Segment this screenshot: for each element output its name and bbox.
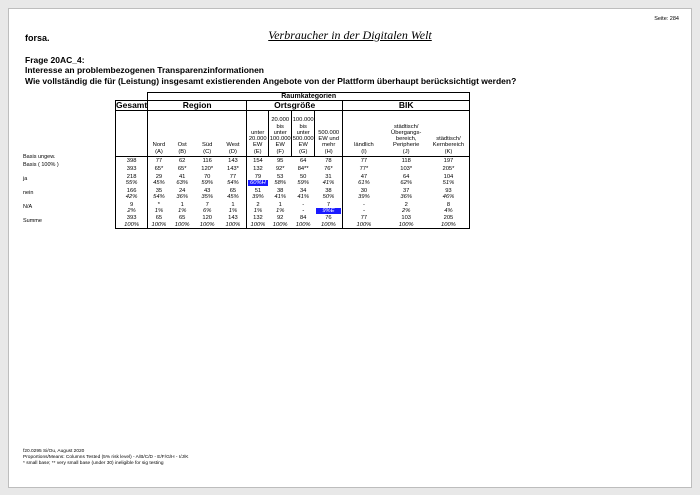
table-row	[116, 215, 470, 229]
cell-count: 7	[326, 201, 331, 208]
table-cell	[385, 157, 428, 165]
table-cell	[315, 173, 343, 187]
cell-count: 65	[178, 215, 186, 222]
cell-count: 77	[155, 157, 163, 164]
cell-percent: 100%	[356, 221, 372, 228]
cell-percent: 1%	[228, 207, 238, 214]
table-cell	[343, 165, 385, 173]
cell-count: 92*	[275, 165, 285, 172]
table-cell	[247, 215, 269, 229]
table-cell	[116, 165, 148, 173]
question-code: Frage 20AC_4:	[25, 55, 85, 65]
cell-percent: -	[302, 207, 305, 214]
table-row	[116, 201, 470, 215]
cell-count: 41	[178, 173, 186, 180]
table-cell	[428, 215, 470, 229]
cell-count: 50	[299, 173, 307, 180]
table-cell	[428, 173, 470, 187]
col-head-l2-k: Kernbereich	[428, 142, 470, 149]
col-head-l1-k: städtisch/	[428, 111, 470, 142]
col-head-l2-c: Süd	[202, 142, 213, 149]
cell-count: 104	[443, 173, 454, 180]
cell-count: 95	[276, 157, 284, 164]
col-head-l2-f: EW	[269, 142, 292, 149]
cell-count: 51	[254, 187, 262, 194]
table-cell	[195, 173, 220, 187]
col-head-l1-j: städtisch/ Übergangs-bereich,	[391, 123, 422, 142]
cell-percent: 61%	[358, 179, 370, 186]
cell-count: 103*	[400, 165, 413, 172]
col-head-l2-i: ländlich	[354, 142, 374, 149]
cell-count: 38	[325, 187, 332, 194]
cell-percent: 100%	[124, 221, 139, 228]
table-cell	[385, 165, 428, 173]
page-number: Seite: 284	[654, 16, 679, 22]
col-head-l3-f: (F)	[269, 149, 292, 157]
cell-count: 166	[126, 187, 137, 194]
table-cell	[385, 201, 428, 215]
table-cell	[343, 157, 385, 165]
col-head-l1-c	[195, 111, 220, 142]
col-head-l2-h: mehr	[315, 142, 343, 149]
cell-percent: 100%	[295, 221, 311, 228]
cell-percent: 100%	[199, 221, 215, 228]
table-cell	[116, 201, 148, 215]
cell-count: 205*	[442, 165, 455, 172]
cell-percent: 1%	[154, 207, 164, 214]
cell-percent: 45%	[153, 179, 165, 186]
cell-count: 8	[446, 201, 451, 208]
cell-count: 103	[401, 215, 412, 222]
col-head-l2-a: Nord	[152, 142, 166, 149]
col-head-l3-h: (H)	[315, 149, 343, 157]
table-cell	[148, 215, 170, 229]
brand-logo-text: forsa.	[25, 33, 50, 43]
col-head-l1-a	[148, 111, 170, 142]
col-head-l1-g: 100.000 bis unter 500.000	[292, 111, 315, 142]
col-head-l1-f: 20.000 bis unter 100.000	[269, 111, 292, 142]
table-cell	[195, 165, 220, 173]
col-head-l3-k: (K)	[428, 149, 470, 157]
col-head-l3-b: (B)	[170, 149, 195, 157]
table-row	[116, 187, 470, 201]
cell-count: 29	[155, 173, 163, 180]
cell-count: 120	[202, 215, 213, 222]
cell-percent: 100%	[225, 221, 241, 228]
cell-count: 218	[126, 173, 137, 180]
cell-count: 132	[253, 215, 263, 222]
cell-count: 77	[229, 173, 237, 180]
table-cell	[269, 215, 292, 229]
col-head-l2-g: EW	[292, 142, 315, 149]
cell-percent: 2%	[127, 207, 136, 214]
table-cell	[315, 187, 343, 201]
table-cell	[247, 201, 269, 215]
col-head-l3-g: (G)	[292, 149, 315, 157]
cell-percent: 100%	[441, 221, 456, 228]
table-cell	[315, 215, 343, 229]
table-cell	[269, 173, 292, 187]
table-cell	[315, 157, 343, 165]
cell-count: 393	[126, 215, 137, 222]
table-cell	[170, 173, 195, 187]
cell-count: 77	[360, 157, 368, 164]
cell-count: 143	[228, 215, 238, 222]
table-cell	[170, 187, 195, 201]
cell-count: 35	[155, 187, 163, 194]
table-cell	[247, 187, 269, 201]
group-bik: BIK	[343, 101, 470, 111]
table-cell	[195, 187, 220, 201]
table-cell	[148, 157, 170, 165]
group-region: Region	[148, 101, 247, 111]
table-cell	[428, 201, 470, 215]
cell-count: 205	[443, 215, 454, 222]
table-cell	[148, 201, 170, 215]
cell-count: 30	[360, 187, 368, 194]
cell-percent: 50%	[322, 193, 335, 200]
table-cell	[292, 165, 315, 173]
col-head-l2-b: Ost	[177, 142, 187, 149]
col-head-l1-d	[220, 111, 247, 142]
cell-count: 2	[256, 201, 260, 208]
table-cell	[116, 187, 148, 201]
row-label-summe: Summe	[23, 218, 42, 224]
cell-count: 1	[278, 201, 282, 208]
table-cell	[247, 173, 269, 187]
col-head-l3-j: (J)	[385, 149, 428, 157]
table-cell	[428, 157, 470, 165]
cell-count: 116	[202, 157, 212, 164]
cell-count: 1	[180, 201, 184, 208]
cell-count: 64	[402, 173, 410, 180]
cell-count: 64	[299, 157, 307, 164]
cell-count: 65	[229, 187, 237, 194]
table-cell	[195, 201, 220, 215]
cell-percent: 6%	[202, 207, 212, 214]
cell-count: *	[157, 201, 161, 208]
col-head-l2-j: Peripherie	[392, 142, 420, 149]
table-row	[116, 165, 470, 173]
table-cell	[343, 187, 385, 201]
col-head-l3-d: (D)	[220, 149, 247, 157]
table-cell	[269, 165, 292, 173]
table-cell	[116, 173, 148, 187]
cell-count: 31	[325, 173, 332, 180]
table-cell	[385, 215, 428, 229]
cell-percent: 1%	[275, 207, 285, 214]
cell-percent: 1%	[253, 207, 263, 214]
cell-percent: 55%	[125, 179, 138, 186]
cell-percent: 100%	[151, 221, 167, 228]
cell-count: 65*	[154, 165, 164, 172]
table-row	[116, 173, 470, 187]
cell-percent: 36%	[400, 193, 412, 200]
cell-count: 7	[205, 201, 209, 208]
table-cell	[343, 173, 385, 187]
table-cell	[315, 201, 343, 215]
table-cell	[170, 215, 195, 229]
table-cell	[170, 201, 195, 215]
cell-count: 132	[253, 165, 263, 172]
cell-count: 34	[299, 187, 307, 194]
col-head-l1-h: 500.000 EW und	[315, 111, 343, 142]
cell-percent: 2%	[401, 207, 411, 214]
cell-percent: 59%	[201, 179, 213, 186]
cell-percent: 54%	[227, 179, 239, 186]
cell-count: -	[362, 201, 365, 208]
cell-percent: 4%	[444, 207, 453, 214]
group-gesamt: Gesamt	[116, 100, 148, 111]
cell-percent: 54%	[153, 193, 165, 200]
cell-count: 118	[401, 157, 411, 164]
cell-count: 398	[126, 157, 137, 164]
footer-sig-test: Proportions/Means: Columns Tested (5% risk level) - A/B/C/D - E/F/G/H - I/J/K	[23, 455, 189, 460]
table-cell	[269, 187, 292, 201]
table-cell	[343, 201, 385, 215]
cell-count: 65	[155, 215, 163, 222]
col-head-l3-c: (C)	[195, 149, 220, 157]
cell-percent: 100%	[272, 221, 288, 228]
col-head-l3-i: (I)	[343, 149, 385, 157]
cell-percent: 46%	[442, 193, 455, 200]
cell-count: 76*	[324, 165, 333, 172]
cell-count: 79	[254, 173, 262, 180]
cell-percent: 100%	[321, 221, 336, 228]
cell-percent: 58%	[274, 179, 286, 186]
table-cell	[148, 173, 170, 187]
table-cell	[428, 187, 470, 201]
cell-count: 76	[325, 215, 332, 222]
table-cell	[343, 215, 385, 229]
table-cell	[148, 187, 170, 201]
table-cell	[220, 187, 247, 201]
cell-count: 84**	[297, 165, 309, 172]
col-head-l2-d: West	[220, 142, 247, 149]
table-cell	[148, 165, 170, 173]
cell-count: 65*	[177, 165, 187, 172]
question-text: Wie vollständig die für (Leistung) insgesamt existierenden Angebote von der Plattform überhaupt berücksichtigt werden?	[25, 76, 517, 86]
cell-count: 53	[276, 173, 284, 180]
group-ortsgroesse: Ortsgröße	[247, 101, 343, 111]
footer-base-note: * small base; ** very small base (under 30) ineligible for sig testing	[23, 461, 164, 466]
col-head-l1-i	[343, 111, 385, 142]
cell-percent: 41%	[322, 179, 335, 186]
cell-count: 37	[402, 187, 410, 194]
cell-count: 9	[129, 201, 134, 208]
cell-count: 154	[253, 157, 263, 164]
row-label-basis-100: Basis ( 100% )	[23, 162, 59, 168]
table-cell	[170, 157, 195, 165]
report-page	[8, 8, 692, 488]
table-cell	[116, 215, 148, 229]
col-head-l2-e: EW	[253, 142, 263, 149]
cell-count: 47	[360, 173, 368, 180]
table-cell	[220, 157, 247, 165]
col-head-l1-b	[170, 111, 195, 142]
cell-percent: 9%E	[316, 208, 342, 214]
cell-count: 43	[203, 187, 211, 194]
col-head-l3-e: (E)	[247, 149, 269, 157]
cell-count: 143*	[226, 165, 239, 172]
cell-percent: 51%	[442, 179, 455, 186]
table-cell	[247, 165, 269, 173]
cell-count: 24	[178, 187, 186, 194]
cell-percent: 39%	[358, 193, 370, 200]
cell-count: 93	[445, 187, 452, 194]
table-cell	[428, 165, 470, 173]
cell-count: 1	[231, 201, 235, 208]
table-cell	[292, 173, 315, 187]
cell-percent: 39%	[252, 193, 264, 200]
cell-count: 84	[299, 215, 307, 222]
table-cell	[220, 201, 247, 215]
table-cell	[170, 165, 195, 173]
cell-percent: 35%	[201, 193, 213, 200]
cell-count: 143	[228, 157, 238, 164]
row-label-na: N/A	[23, 204, 33, 210]
cell-percent: 45%	[227, 193, 239, 200]
crosstab-table	[115, 92, 470, 229]
table-cell	[220, 165, 247, 173]
cell-percent: 63%	[176, 179, 188, 186]
cell-percent: 42%	[125, 193, 138, 200]
table-cell	[247, 157, 269, 165]
table-cell	[292, 157, 315, 165]
cell-count: 197	[443, 157, 454, 164]
cell-count: 78	[325, 157, 332, 164]
cell-percent: 100%	[174, 221, 190, 228]
question-topic: Interesse an problembezogenen Transparenzinformationen	[25, 65, 264, 75]
row-label-basis-ungew: Basis ungew.	[23, 154, 56, 160]
table-cell	[315, 165, 343, 173]
cell-count: 77*	[359, 165, 369, 172]
cell-percent: 100%	[250, 221, 266, 228]
cell-percent: 60%H	[250, 179, 266, 186]
cell-percent: 1%	[177, 207, 187, 214]
cell-count: 2	[404, 201, 408, 208]
cell-percent: 41%	[274, 193, 286, 200]
cell-percent: 62%	[400, 179, 412, 186]
cell-count: -	[302, 201, 305, 208]
cell-count: 393	[126, 165, 137, 172]
cell-count: 77	[360, 215, 368, 222]
col-head-l3-a: (A)	[148, 149, 170, 157]
super-header: Raumkategorien	[148, 93, 470, 101]
table-cell	[292, 215, 315, 229]
cell-count: 92	[276, 215, 284, 222]
table-cell	[195, 215, 220, 229]
table-cell	[220, 215, 247, 229]
row-label-ja: ja	[23, 176, 28, 182]
cell-percent: 41%	[297, 193, 309, 200]
table-cell	[269, 201, 292, 215]
table-cell	[385, 187, 428, 201]
cell-percent: 59%	[297, 179, 309, 186]
cell-percent: 36%	[176, 193, 188, 200]
cell-count: 70	[203, 173, 211, 180]
table-cell	[292, 187, 315, 201]
row-label-nein: nein	[23, 190, 34, 196]
table-cell	[385, 173, 428, 187]
cell-count: 120*	[201, 165, 214, 172]
cell-percent: 100%	[398, 221, 414, 228]
table-cell	[292, 201, 315, 215]
cell-percent: -	[362, 207, 365, 214]
cell-count: 62	[178, 157, 186, 164]
table-cell	[116, 157, 148, 165]
table-row	[116, 157, 470, 165]
cell-count: 38	[276, 187, 284, 194]
table-cell	[220, 173, 247, 187]
report-title: Verbraucher in der Digitalen Welt	[268, 28, 432, 42]
col-head-l1-e: unter 20.000	[248, 129, 267, 142]
table-cell	[195, 157, 220, 165]
table-cell	[269, 157, 292, 165]
footer-study: f20.0295 Si/Ou, August 2020	[23, 449, 85, 454]
